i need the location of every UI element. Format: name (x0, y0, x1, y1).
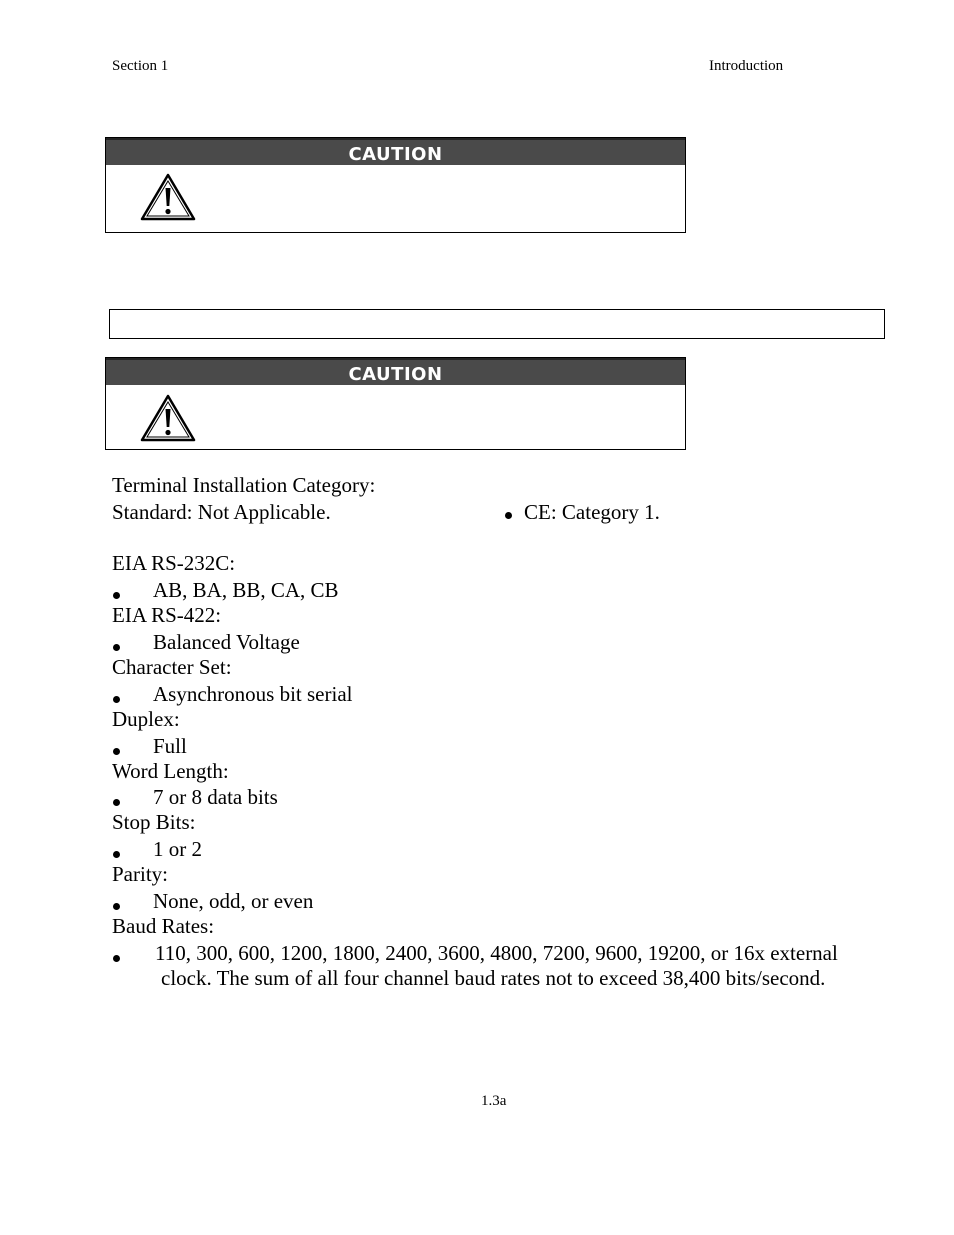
warning-triangle-icon (139, 393, 197, 443)
spec-value: Full (153, 734, 187, 758)
header-title: Introduction (709, 58, 784, 74)
standard-text: Standard: Not Applicable. (112, 500, 331, 524)
caution-title: CAUTION (106, 358, 685, 385)
spec-value: AB, BA, BB, CA, CB (153, 578, 339, 602)
bullet-icon (113, 851, 120, 858)
spec-label: EIA RS-422: (112, 603, 222, 627)
spec-value: Balanced Voltage (153, 630, 300, 654)
spec-value: None, odd, or even (153, 889, 314, 913)
empty-text-box (109, 309, 885, 339)
spec-label: Duplex: (112, 707, 180, 731)
caution-title: CAUTION (106, 138, 685, 165)
baud-rates-line-2: clock. The sum of all four channel baud rates not to exceed 38,400 bits/second. (161, 966, 826, 990)
spec-label: Character Set: (112, 655, 232, 679)
warning-triangle-icon (139, 172, 197, 222)
spec-label: Stop Bits: (112, 810, 196, 834)
spec-label: Word Length: (112, 759, 229, 783)
bullet-icon (113, 748, 120, 755)
spec-value: 7 or 8 data bits (153, 785, 278, 809)
bullet-icon (113, 955, 120, 962)
bullet-icon (113, 644, 120, 651)
terminal-category-label: Terminal Installation Category: (112, 473, 376, 497)
spec-value: 1 or 2 (153, 837, 202, 861)
page-number: 1.3a (481, 1093, 507, 1109)
baud-rates-label: Baud Rates: (112, 914, 215, 938)
caution-box (105, 137, 686, 233)
spec-label: EIA RS-232C: (112, 551, 236, 575)
caution-box (105, 357, 686, 450)
spec-value: Asynchronous bit serial (153, 682, 353, 706)
baud-rates-line-1: 110, 300, 600, 1200, 1800, 2400, 3600, 4800, 7200, 9600, 19200, or 16x external (155, 941, 838, 965)
bullet-icon (113, 799, 120, 806)
bullet-icon (113, 903, 120, 910)
bullet-icon (113, 696, 120, 703)
bullet-icon (505, 512, 512, 519)
ce-category-text: CE: Category 1. (524, 500, 660, 524)
header-section: Section 1 (112, 58, 169, 74)
spec-label: Parity: (112, 862, 168, 886)
bullet-icon (113, 592, 120, 599)
